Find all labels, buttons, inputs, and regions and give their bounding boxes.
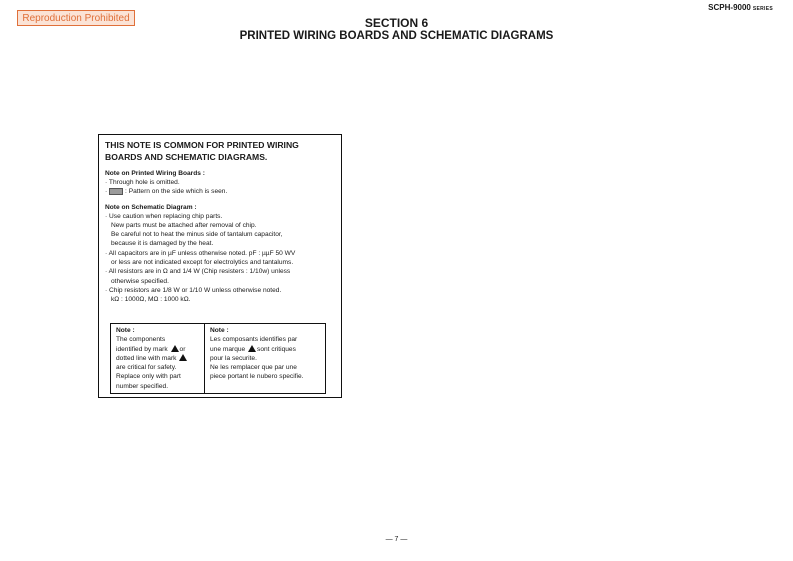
- safety-en-line-4: are critical for safety.: [116, 364, 177, 372]
- safety-en-line-2: [116, 345, 199, 354]
- warning-triangle-icon: [179, 354, 187, 361]
- model-name: SCPH-9000: [708, 3, 751, 12]
- warning-triangle-icon: [248, 345, 256, 352]
- note-title-line2: BOARDS AND SCHEMATIC DIAGRAMS.: [105, 152, 268, 162]
- safety-note-french: [205, 324, 325, 393]
- schematic-line-2: New parts must be attached after removal of chip.: [111, 221, 257, 229]
- safety-note-table: [110, 323, 326, 394]
- safety-en-line-5: Replace only with part: [116, 373, 181, 381]
- safety-fr-line-2a: une marque: [210, 345, 246, 353]
- pwb-item-2-text: : Pattern on the side which is seen.: [125, 188, 228, 196]
- common-note-box: [98, 134, 342, 398]
- safety-en-line-3: [116, 354, 199, 363]
- safety-fr-line-2: [210, 345, 320, 354]
- safety-en-line-6: number specified.: [116, 382, 169, 390]
- pattern-swatch-icon: [109, 188, 123, 195]
- safety-en-line-2b: or: [179, 345, 186, 353]
- pwb-item-2: · : Pattern on the side which is seen.: [105, 188, 228, 196]
- safety-note-english: [111, 324, 205, 393]
- safety-fr-line-3: pour la securite.: [210, 354, 257, 362]
- schematic-line-6: or less are not indicated except for electrolytics and tantalums.: [111, 259, 294, 267]
- safety-en-line-3a: dotted line with mark: [116, 354, 177, 362]
- schematic-line-9: · Chip resistors are 1/8 W or 1/10 W unless otherwise noted.: [105, 286, 282, 294]
- model-number: [708, 3, 773, 12]
- schematic-line-5: · All capacitors are in µF unless otherwise noted. pF : µµF 50 WV: [105, 249, 296, 257]
- reproduction-prohibited-stamp: Reproduction Prohibited: [17, 10, 135, 26]
- schematic-line-4: because it is damaged by the heat.: [111, 240, 214, 248]
- schematic-line-8: otherwise specified.: [111, 277, 169, 285]
- safety-fr-heading: Note :: [210, 327, 229, 334]
- safety-fr-line-2b: sont critiques: [257, 345, 296, 353]
- safety-fr-line-4: Ne les remplacer que par une: [210, 364, 297, 372]
- schematic-heading: Note on Schematic Diagram :: [105, 203, 197, 211]
- warning-triangle-icon: [171, 345, 179, 352]
- schematic-line-10: kΩ : 1000Ω, MΩ : 1000 kΩ.: [111, 296, 191, 304]
- pwb-item-1-text: Through hole is omitted.: [108, 179, 180, 186]
- safety-en-line-1: The components: [116, 336, 166, 344]
- section-number: SECTION 6: [364, 16, 429, 30]
- pwb-item-1: · Through hole is omitted.: [105, 179, 180, 186]
- safety-fr-line-1: Les composants identifies par: [210, 336, 298, 344]
- page-number: — 7 —: [385, 536, 408, 543]
- safety-en-heading: Note :: [116, 327, 135, 334]
- note-title-line1: THIS NOTE IS COMMON FOR PRINTED WIRING: [105, 140, 299, 150]
- schematic-line-7: · All resistors are in Ω and 1/4 W (Chip resisters : 1/10w) unless: [105, 268, 291, 276]
- schematic-line-3: Be careful not to heat the minus side of tantalum capacitor,: [111, 231, 283, 239]
- safety-fr-line-5: piece portant le nubero specifie.: [210, 373, 304, 381]
- safety-en-line-2a: identified by mark: [116, 345, 168, 353]
- model-series: SERIES: [752, 6, 773, 12]
- pwb-heading: Note on Printed Wiring Boards :: [105, 170, 205, 177]
- section-title: PRINTED WIRING BOARDS AND SCHEMATIC DIAGRAMS: [239, 30, 554, 42]
- schematic-line-1: · Use caution when replacing chip parts.: [105, 212, 223, 220]
